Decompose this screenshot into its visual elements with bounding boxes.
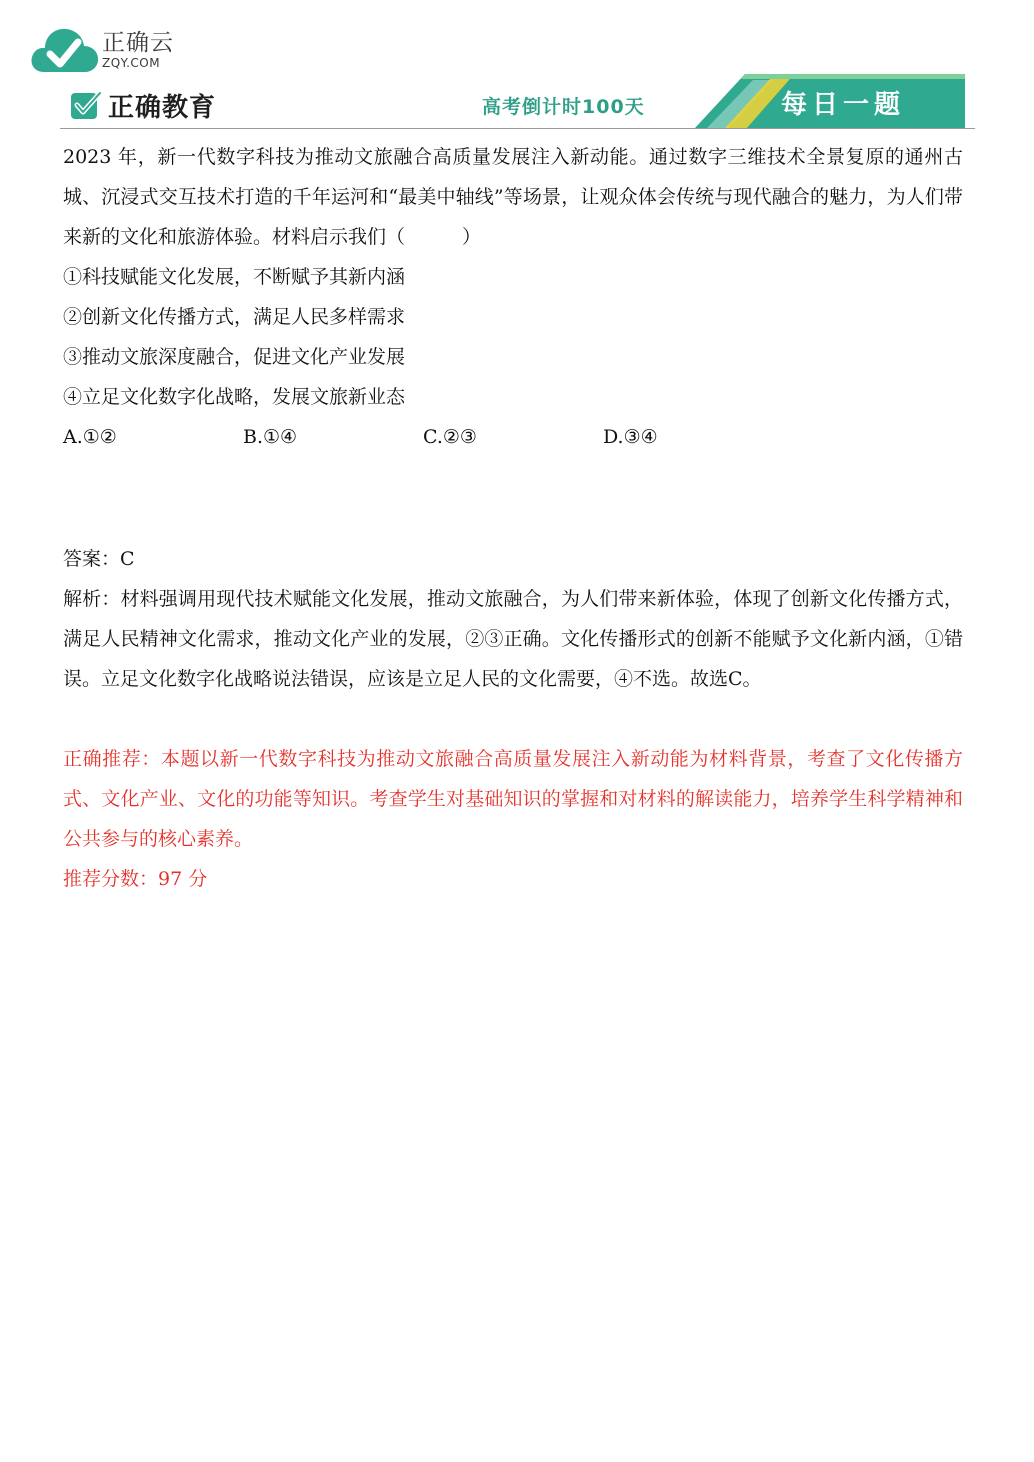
option-b: B.①④ (243, 426, 298, 448)
answer-options (63, 417, 963, 457)
brand-name: 正确教育 (108, 92, 217, 123)
countdown-text: 高考倒计时100天 (482, 96, 645, 118)
question-stem: 2023 年，新一代数字科技为推动文旅融合高质量发展注入新动能。通过数字三维技术全景复原的通州古城、沉浸式交互技术打造的千年运河和“最美中轴线”等场景，让观众体会传统与现代融合的魅力，为人们带来新的文化和旅游体验。材料启示我们（ ） (63, 146, 963, 248)
checkbox-check-icon (70, 89, 102, 121)
cloud-brand-name: 正确云 (102, 30, 174, 56)
option-c: C.②③ (423, 426, 477, 448)
statement-3: ③推动文旅深度融合，促进文化产业发展 (63, 346, 406, 368)
option-a: A.①② (63, 426, 117, 448)
daily-question-label: 每日一题 (780, 90, 905, 120)
brand (70, 88, 216, 122)
cloud-brand-domain: ZQY.COM (102, 56, 161, 70)
question-content (63, 137, 963, 899)
statement-2: ②创新文化传播方式，满足人民多样需求 (63, 306, 406, 328)
header-divider (60, 128, 975, 129)
analysis-text: 解析：材料强调用现代技术赋能文化发展，推动文旅融合，为人们带来新体验，体现了创新文化传播方式，满足人民精神文化需求，推动文化产业的发展，②③正确。文化传播形式的创新不能赋予文化新内涵，①错误。立足文化数字化战略说法错误，应该是立足人民的文化需要，④不选。故选C。 (63, 588, 963, 690)
cloud-check-logo-icon (30, 24, 100, 76)
spacer (63, 699, 963, 739)
recommendation-text: 正确推荐：本题以新一代数字科技为推动文旅融合高质量发展注入新动能为材料背景，考查了文化传播方式、文化产业、文化的功能等知识。考查学生对基础知识的掌握和对材料的解读能力，培养学生科学精神和公共参与的核心素养。 (63, 748, 963, 850)
option-d: D.③④ (603, 426, 658, 448)
cloud-brand-text (102, 30, 174, 70)
statement-4: ④立足文化数字化战略，发展文旅新业态 (63, 386, 406, 408)
spacer (63, 457, 963, 539)
recommendation-score: 推荐分数：97 分 (63, 868, 208, 890)
statement-1: ①科技赋能文化发展，不断赋予其新内涵 (63, 266, 406, 288)
answer-line: 答案：C (63, 548, 135, 570)
